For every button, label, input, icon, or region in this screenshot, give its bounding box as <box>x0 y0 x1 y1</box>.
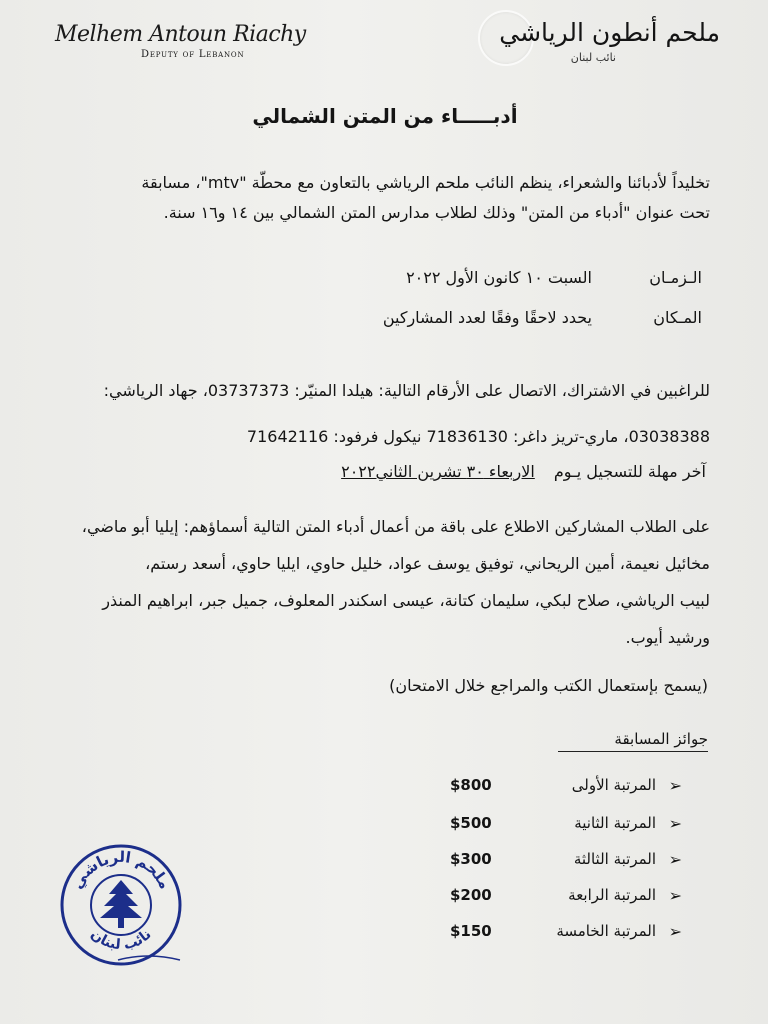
stamp-bottom-text: نائب لبنان <box>87 926 155 954</box>
place-value: يحدد لاحقًا وفقًا لعدد المشاركين <box>382 308 592 327</box>
allowed-materials-note: (يسمح بإستعمال الكتب والمراجع خلال الامتحان) <box>389 676 708 695</box>
letterhead-english-title: Deputy of Lebanon <box>141 49 245 60</box>
intro-line-2: تحت عنوان "أدباء من المتن" وذلك لطلاب مدارس المتن الشمالي بين ١٤ و١٦ سنة. <box>163 203 710 222</box>
time-value: السبت ١٠ كانون الأول ٢٠٢٢ <box>406 268 592 287</box>
deadline-label: آخر مهلة للتسجيل يـوم <box>553 462 706 481</box>
check-arrow-icon: ➢ <box>668 886 682 905</box>
authors-line-3: لبيب الرياشي، صلاح لبكي، سليمان كتانة، عيسى اسكندر المعلوف، جميل جبر، ابراهيم المنذر <box>102 591 710 610</box>
authors-line-4: ورشيد أيوب. <box>625 628 710 647</box>
letterhead-arabic-name: ملحم أنطون الرياشي <box>499 18 720 47</box>
check-arrow-icon: ➢ <box>668 776 682 795</box>
letterhead-english <box>55 22 306 60</box>
place-row <box>262 308 702 334</box>
document-title: أدبـــــاء من المتن الشمالي <box>252 104 518 128</box>
prize-amount: $500 <box>450 814 492 832</box>
prize-item <box>442 850 682 876</box>
prize-item <box>442 776 682 802</box>
authors-line-2: مخائيل نعيمة، أمين الريحاني، توفيق يوسف عواد، خليل حاوي، ايليا حاوي، أسعد رستم، <box>145 554 710 573</box>
contact-line-2: 03038388، ماري-تريز داغر: 71836130 نيكول فرفود: 71642116 <box>246 427 710 446</box>
prize-rank: المرتبة الرابعة <box>568 886 656 904</box>
prize-amount: $150 <box>450 922 492 940</box>
authors-paragraph <box>50 508 710 656</box>
prize-amount: $800 <box>450 776 492 794</box>
deadline-line <box>341 462 706 481</box>
prizes-title: جوائز المسابقة <box>558 730 708 752</box>
prize-item <box>442 922 682 948</box>
cedar-tree-icon <box>100 880 142 928</box>
time-label: الـزمـان <box>649 268 702 287</box>
intro-paragraph <box>50 168 710 228</box>
place-label: المـكان <box>653 308 702 327</box>
check-arrow-icon: ➢ <box>668 922 682 941</box>
contact-line-1: للراغبين في الاشتراك، الاتصال على الأرقام التالية: هيلدا المنيّر: 03737373، جهاد الرياشي: <box>103 381 710 400</box>
prize-item <box>442 814 682 840</box>
intro-line-1: تخليداً لأدبائنا والشعراء، ينظم النائب ملحم الرياشي بالتعاون مع محطّة "mtv"، مسابقة <box>141 173 710 192</box>
prize-amount: $300 <box>450 850 492 868</box>
prize-rank: المرتبة الأولى <box>571 776 656 794</box>
authors-line-1: على الطلاب المشاركين الاطلاع على باقة من أعمال أدباء المتن التالية أسماؤهم: إيليا أبو ماضي، <box>81 517 710 536</box>
check-arrow-icon: ➢ <box>668 814 682 833</box>
deadline-date: الاربعاء ٣٠ تشرين الثاني٢٠٢٢ <box>341 462 535 481</box>
prize-amount: $200 <box>450 886 492 904</box>
letterhead-english-name: Melhem Antoun Riachy <box>55 22 306 47</box>
prize-item <box>442 886 682 912</box>
time-row <box>262 268 702 294</box>
stamp-top-text: ملحم الرياشي <box>67 847 175 892</box>
prize-rank: المرتبة الثانية <box>574 814 656 832</box>
letterhead-arabic <box>500 18 720 64</box>
prize-rank: المرتبة الخامسة <box>556 922 656 940</box>
check-arrow-icon: ➢ <box>668 850 682 869</box>
prize-rank: المرتبة الثالثة <box>573 850 656 868</box>
official-stamp <box>58 842 184 968</box>
contact-paragraph <box>50 368 710 460</box>
letterhead-arabic-title: نائب لبنان <box>570 51 616 64</box>
